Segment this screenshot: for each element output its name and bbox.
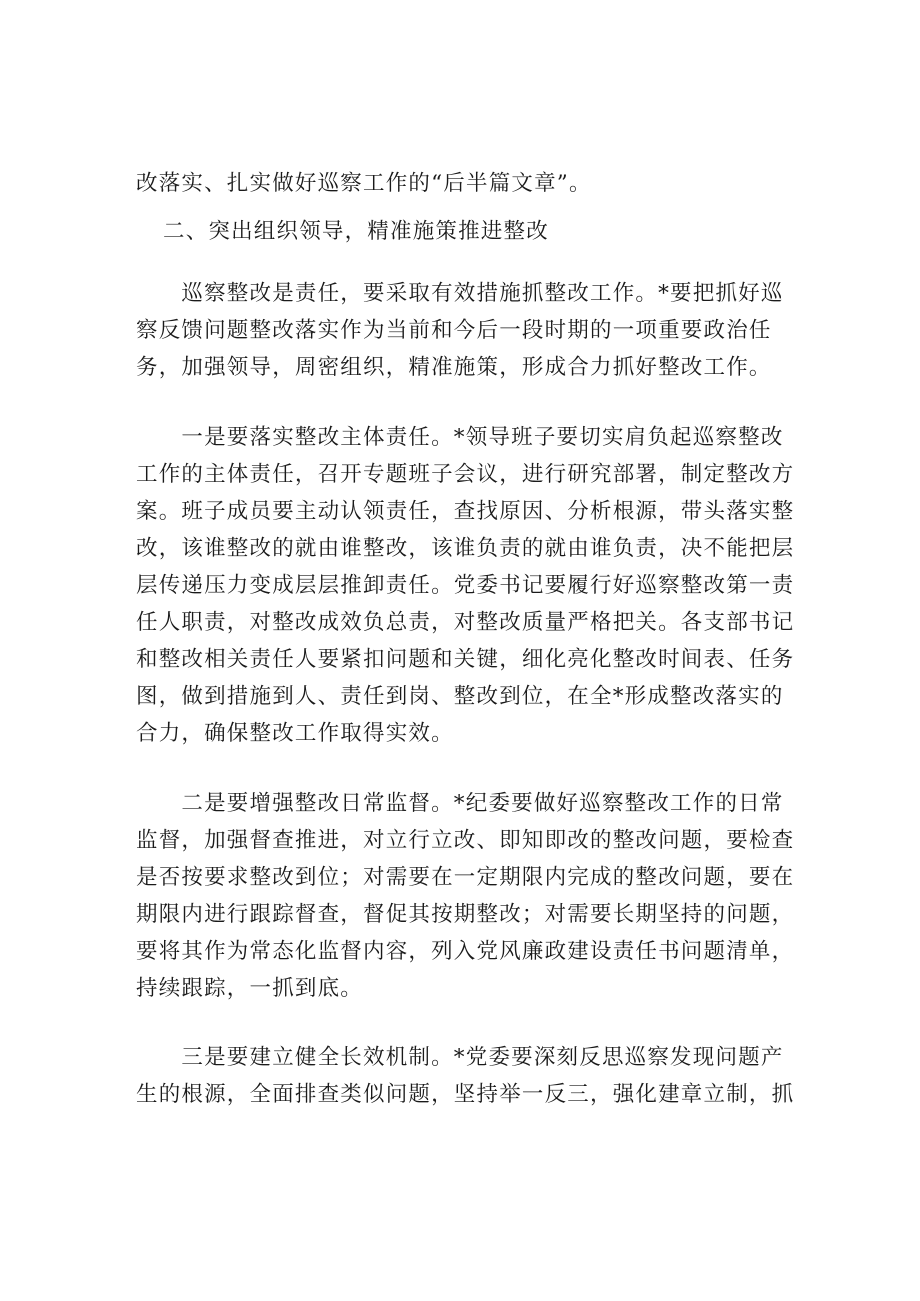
paragraph-continuation: [136, 165, 796, 202]
heading-text: 二、突出组织领导，精准施策推进整改: [163, 219, 549, 244]
paragraph-point-two: [136, 785, 796, 1007]
text-line: 案。班子成员要主动认领责任，查找原因、分析根源，带头落实整: [136, 499, 795, 524]
text-line: 和整改相关责任人要紧扣问题和关键，细化亮化整改时间表、任务: [136, 647, 795, 672]
text-line: 务，加强领导，周密组织，精准施策，形成合力抓好整改工作。: [136, 355, 772, 380]
text-line: 工作的主体责任，召开专题班子会议，进行研究部署，制定整改方: [136, 462, 795, 487]
text-line: 一是要落实整改主体责任。*领导班子要切实肩负起巡察整改: [136, 425, 784, 450]
text-line: 层传递压力变成层层推卸责任。党委书记要履行好巡察整改第一责: [136, 573, 795, 598]
section-heading: [163, 213, 663, 250]
text-line: 监督，加强督查推进，对立行立改、即知即改的整改问题，要检查: [136, 828, 795, 853]
paragraph-point-three: [136, 1039, 796, 1113]
text-line: 改，该谁整改的就由谁整改，该谁负责的就由谁负责，决不能把层: [136, 536, 795, 561]
text-line: 要将其作为常态化监督内容，列入党风廉政建设责任书问题清单，: [136, 939, 795, 964]
text-line: 期限内进行跟踪督查，督促其按期整改；对需要长期坚持的问题，: [136, 902, 795, 927]
text-line: 生的根源，全面排查类似问题，坚持举一反三，强化建章立制，抓: [136, 1082, 795, 1107]
text-line: 察反馈问题整改落实作为当前和今后一段时期的一项重要政治任: [136, 318, 772, 343]
text-line: 合力，确保整改工作取得实效。: [136, 721, 454, 746]
text-line: 图，做到措施到人、责任到岗、整改到位，在全*形成整改落实的: [136, 684, 784, 709]
text-line: 是否按要求整改到位；对需要在一定期限内完成的整改问题，要在: [136, 865, 795, 890]
paragraph-point-one: [136, 419, 796, 752]
paragraph-intro: [136, 275, 796, 386]
text-line: 任人职责，对整改成效负总责，对整改质量严格把关。各支部书记: [136, 610, 795, 635]
text-line: 巡察整改是责任，要采取有效措施抓整改工作。*要把抓好巡: [136, 281, 784, 306]
text-line: 改落实、扎实做好巡察工作的“后半篇文章”。: [136, 171, 592, 196]
text-line: 三是要建立健全长效机制。*党委要深刻反思巡察发现问题产: [136, 1045, 784, 1070]
text-line: 持续跟踪，一抓到底。: [136, 976, 364, 1001]
text-line: 二是要增强整改日常监督。*纪委要做好巡察整改工作的日常: [136, 791, 784, 816]
